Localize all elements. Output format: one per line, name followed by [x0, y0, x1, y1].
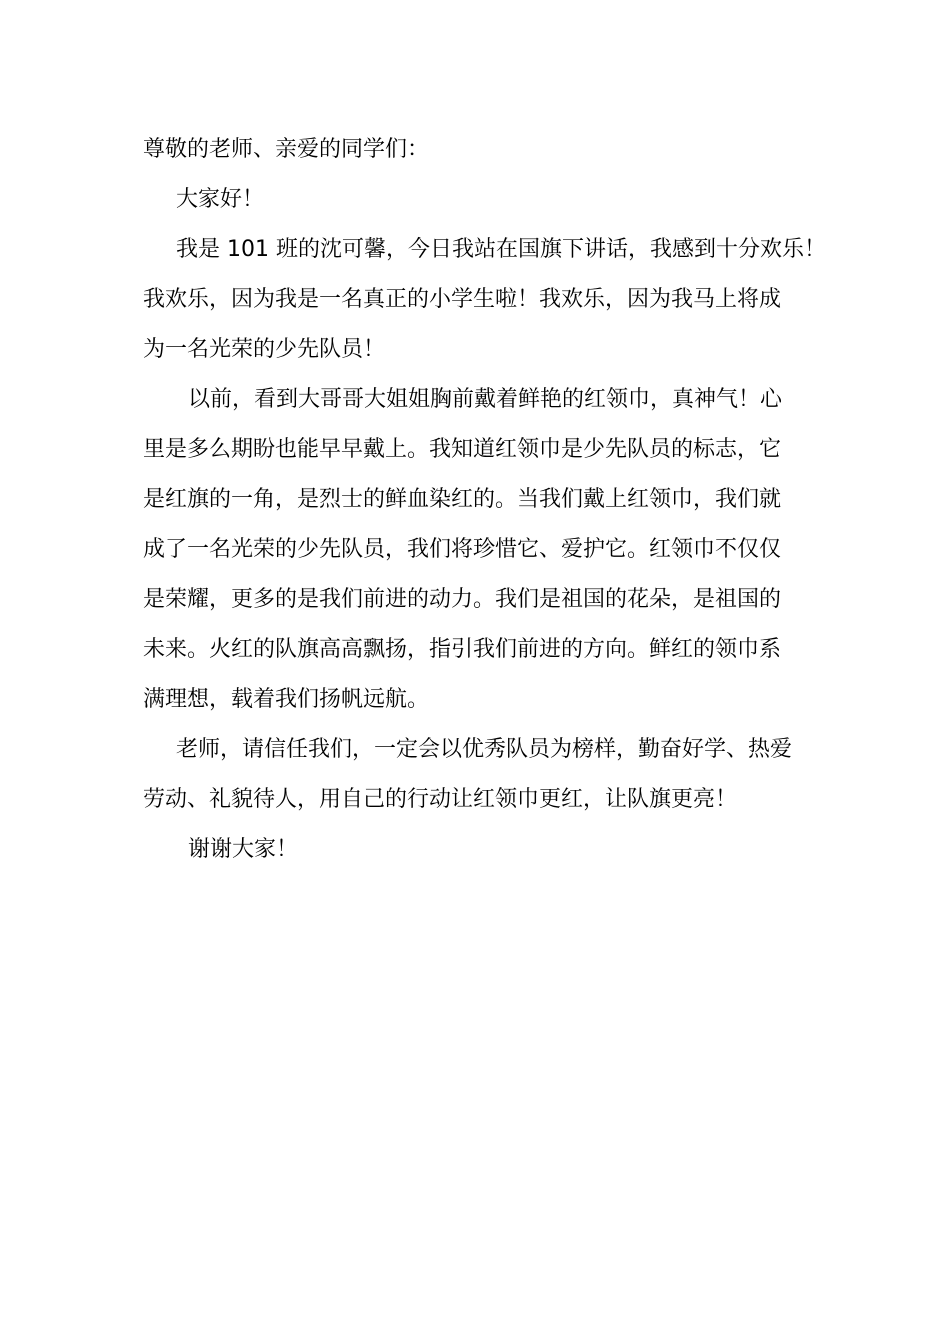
paragraph-3-line-2: 劳动、礼貌待人，用自己的行动让红领巾更红，让队旗更亮！	[143, 787, 738, 812]
paragraph-1-line-3: 为一名光荣的少先队员！	[143, 337, 386, 362]
paragraph-2-line-7: 满理想，载着我们扬帆远航。	[143, 687, 430, 712]
paragraph-3-line-1: 老师，请信任我们，一定会以优秀队员为榜样，勤奋好学、热爱	[176, 737, 793, 762]
paragraph-2-line-4: 成了一名光荣的少先队员，我们将珍惜它、爱护它。红领巾不仅仅	[143, 537, 782, 562]
salutation: 尊敬的老师、亲爱的同学们：	[143, 137, 430, 162]
paragraph-1-line-2: 我欢乐，因为我是一名真正的小学生啦！我欢乐，因为我马上将成	[143, 287, 782, 312]
greeting: 大家好！	[176, 187, 265, 212]
paragraph-2-line-2: 里是多么期盼也能早早戴上。我知道红领巾是少先队员的标志，它	[143, 437, 782, 462]
paragraph-2-line-1: 以前，看到大哥哥大姐姐胸前戴着鲜艳的红领巾，真神气！心	[188, 387, 783, 412]
paragraph-2-line-6: 未来。火红的队旗高高飘扬，指引我们前进的方向。鲜红的领巾系	[143, 637, 782, 662]
paragraph-1-line-1: 我是 101 班的沈可馨，今日我站在国旗下讲话，我感到十分欢乐！	[176, 237, 826, 262]
paragraph-2-line-5: 是荣耀，更多的是我们前进的动力。我们是祖国的花朵，是祖国的	[143, 587, 782, 612]
closing: 谢谢大家！	[188, 837, 299, 862]
paragraph-2-line-3: 是红旗的一角，是烈士的鲜血染红的。当我们戴上红领巾，我们就	[143, 487, 782, 512]
